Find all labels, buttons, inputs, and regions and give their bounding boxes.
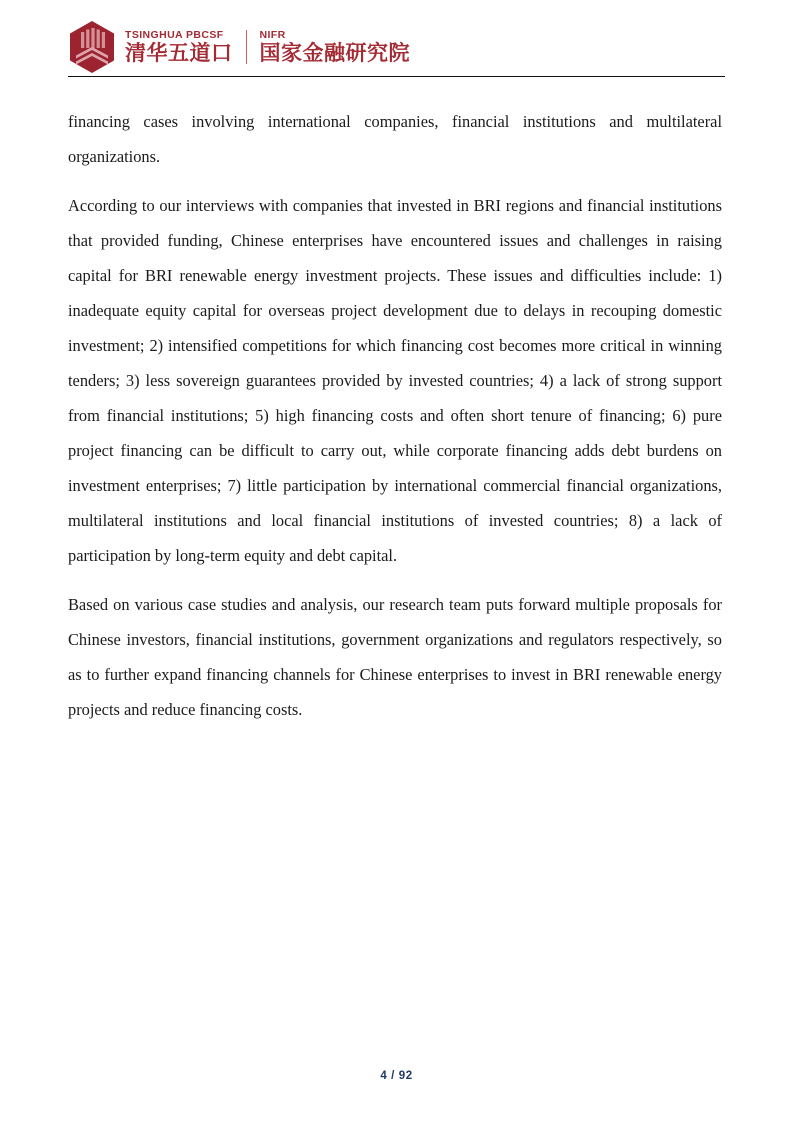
tsinghua-pbcsf-hexagon-logo-icon (68, 20, 116, 74)
brand-primary-cjk: 清华五道口 (125, 41, 233, 66)
brand-primary (125, 30, 233, 65)
brand-primary-latin: TSINGHUA PBCSF (125, 28, 224, 41)
page-footer (0, 1066, 793, 1084)
brand-secondary-cjk: 国家金融研究院 (259, 41, 410, 66)
body-paragraph: Based on various case studies and analysis, our research team puts forward multiple proposals for Chinese investors, financial institutions, government organizations and regulators respectively, so as to further expand financing channels for Chinese enterprises to invest in BRI renewable energy projects and reduce financing costs. (68, 595, 722, 719)
brand-secondary-latin: NIFR (259, 28, 286, 41)
brand-divider (246, 30, 247, 64)
brand-lockup (68, 20, 410, 74)
header-divider-rule (68, 76, 725, 77)
body-paragraph: financing cases involving international companies, financial institutions and multilateral organizations. (68, 112, 722, 166)
document-body (68, 104, 722, 727)
page-header (68, 18, 725, 76)
page-number: 4 / 92 (380, 1070, 413, 1082)
brand-secondary (260, 30, 411, 65)
brand-text-group (125, 30, 410, 65)
body-paragraph: According to our interviews with companies that invested in BRI regions and financial institutions that provided funding, Chinese enterprises have encountered issues and challenges in raising capital for BRI renewable energy investment projects. These issues and difficulties include: 1) inadequate equity capital for overseas project development due to delays in recouping domestic investment; 2) intensified competitions for which financing cost becomes more critical in winning tenders; 3) less sovereign guarantees provided by invested countries; 4) a lack of strong support from financial institutions; 5) high financing costs and often short tenure of financing; 6) pure project financing can be difficult to carry out, while corporate financing adds debt burdens on investment enterprises; 7) little participation by international commercial financial organizations, multilateral institutions and local financial institutions of invested countries; 8) a lack of participation by long-term equity and debt capital. (68, 196, 722, 565)
